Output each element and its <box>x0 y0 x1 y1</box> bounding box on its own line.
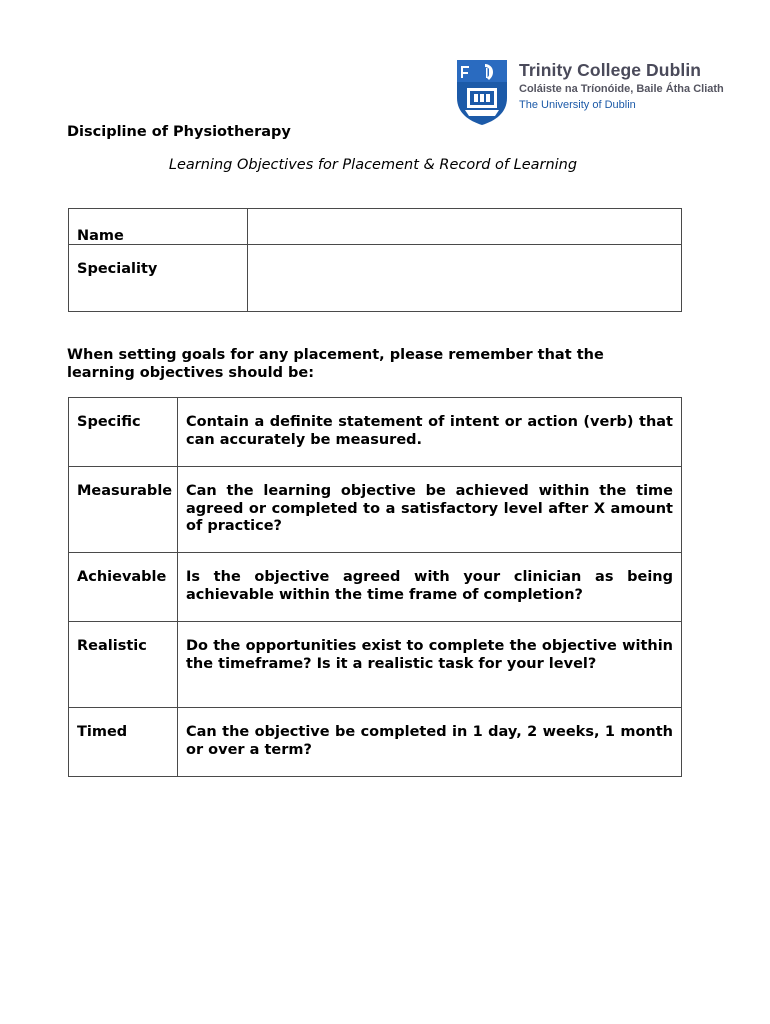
name-field[interactable] <box>248 209 682 245</box>
table-row <box>69 398 682 467</box>
tcd-crest-icon <box>455 58 509 126</box>
smart-description: Contain a definite statement of intent or action (verb) that can accurately be measured. <box>178 398 682 467</box>
logo-irish-name: Coláiste na Tríonóide, Baile Átha Cliath <box>519 83 724 95</box>
table-row <box>69 553 682 622</box>
name-label: Name <box>69 209 248 245</box>
intro-text: When setting goals for any placement, please remember that the learning objectives should be: <box>67 347 604 381</box>
discipline-heading: Discipline of Physiotherapy <box>67 124 291 140</box>
smart-description: Is the objective agreed with your clinician as being achievable within the time frame of completion? <box>178 553 682 622</box>
logo-title: Trinity College Dublin <box>519 60 702 80</box>
smart-term: Achievable <box>69 553 178 622</box>
speciality-label: Speciality <box>69 245 248 312</box>
smart-term: Timed <box>69 708 178 777</box>
logo-university: The University of Dublin <box>519 99 636 111</box>
subtitle-text: Learning Objectives for Placement & Record of Learning <box>168 157 578 173</box>
smart-objectives-table <box>68 397 682 777</box>
smart-term: Measurable <box>69 467 178 553</box>
document-subtitle <box>0 157 746 173</box>
table-row <box>69 245 682 312</box>
tcd-logo <box>455 58 724 126</box>
smart-term: Realistic <box>69 622 178 708</box>
speciality-field[interactable] <box>248 245 682 312</box>
smart-description: Can the learning objective be achieved within the time agreed or completed to a satisfactory level after X amount of practice? <box>178 467 682 553</box>
table-row <box>69 708 682 777</box>
table-row <box>69 209 682 245</box>
table-row <box>69 622 682 708</box>
table-row <box>69 467 682 553</box>
smart-term: Specific <box>69 398 178 467</box>
smart-description: Can the objective be completed in 1 day, 2 weeks, 1 month or over a term? <box>178 708 682 777</box>
student-info-table <box>68 208 682 312</box>
smart-description: Do the opportunities exist to complete the objective within the timeframe? Is it a realistic task for your level? <box>178 622 682 708</box>
